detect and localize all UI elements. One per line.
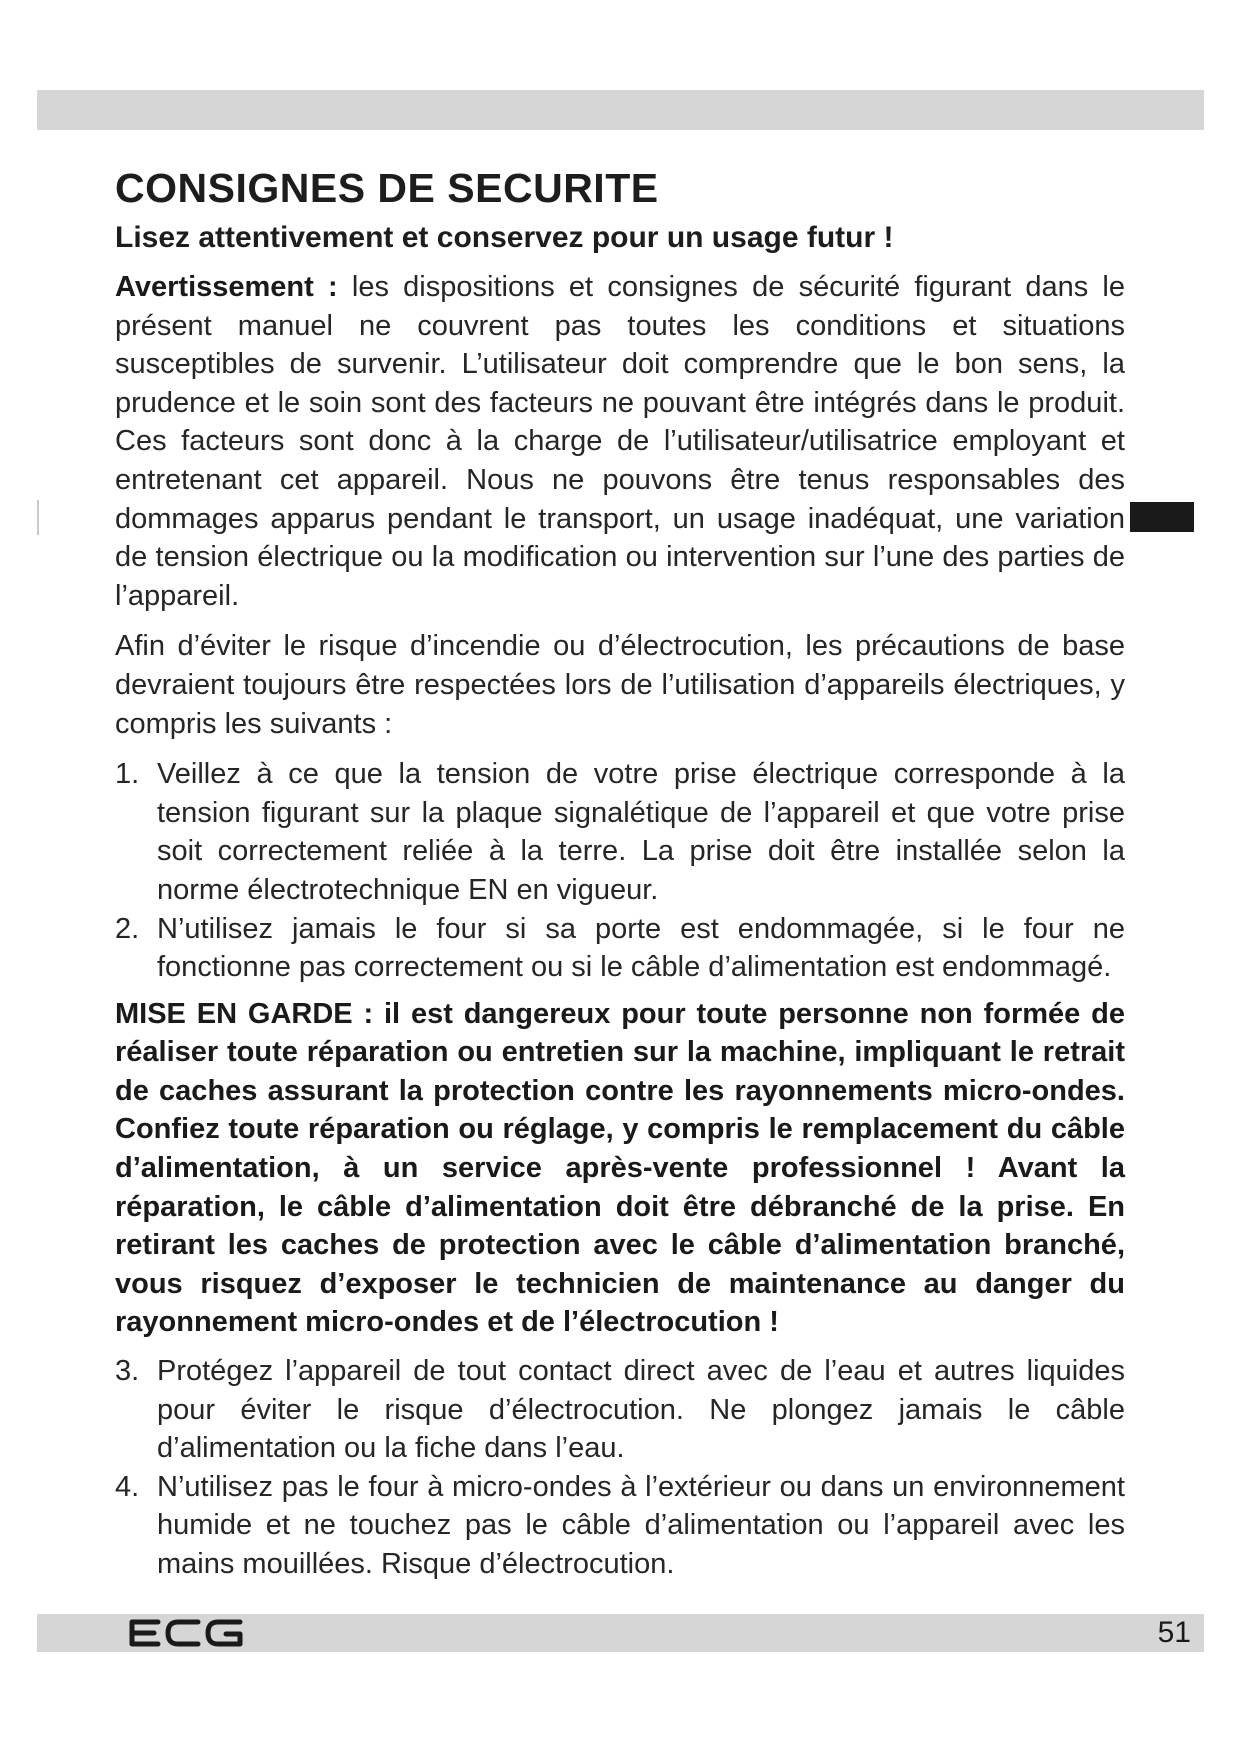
list-item (115, 910, 1125, 987)
section-tab-marker (1130, 502, 1194, 532)
precautions-paragraph: Afin d’éviter le risque d’incendie ou d’électrocution, les précautions de base devraient toujours être respectées lors de l’utilisation d’appareils électriques, y compris les suivants : (115, 630, 1125, 740)
page-number: 51 (1157, 1616, 1191, 1649)
list-item-text: N’utilisez pas le four à micro-ondes à l’extérieur ou dans un environnement humide et ne touchez pas le câble d’alimentation ou l’appareil avec les mains mouillées. Risque d’électrocution. (157, 1470, 1125, 1580)
list-item-text: Veillez à ce que la tension de votre prise électrique corresponde à la tension figurant sur la plaque signalétique de l’appareil et que votre prise soit correctement reliée à la terre. La prise doit être installée selon la norme électrotechnique EN en vigueur. (157, 758, 1125, 906)
safety-list-a (115, 755, 1125, 987)
page-subtitle: Lisez attentivement et conservez pour un usage futur ! (115, 221, 894, 254)
list-item-number: 2. (115, 912, 140, 945)
warning-label: Avertissement : (115, 271, 338, 303)
intro-paragraph (115, 268, 1125, 615)
list-item (115, 1468, 1125, 1584)
page-title: CONSIGNES DE SECURITE (115, 165, 659, 211)
margin-mark (37, 500, 39, 535)
list-item-number: 1. (115, 758, 140, 791)
list-item-number: 3. (115, 1355, 140, 1388)
ecg-logo (128, 1616, 248, 1650)
list-item (115, 1352, 1125, 1468)
header-bar (37, 90, 1204, 130)
intro-text: les dispositions et consignes de sécurité figurant dans le présent manuel ne couvrent pas toutes les conditions et situations susceptibles de survenir. L’utilisateur doit comprendre que le bon sens, la prudence et le soin sont des facteurs ne pouvant être intégrés dans le produit. Ces facteurs sont donc à la charge de l’utilisateur/utilisatrice employant et entretenant cet appareil. Nous ne pouvons être tenus responsables des dommages apparus pendant le transport, un usage inadéquat, une variation de tension électrique ou la modification ou intervention sur l’une des parties de l’appareil. (115, 271, 1125, 612)
caution-paragraph: MISE EN GARDE : il est dangereux pour toute personne non formée de réaliser toute réparation ou entretien sur la machine, impliquant le retrait de caches assurant la protection contre les rayonnements micro-ondes. Confiez toute réparation ou réglage, y compris le remplacement du câble d’alimentation, à un service après-vente professionnel ! Avant la réparation, le câble d’alimentation doit être débranché de la prise. En retirant les caches de protection avec le câble d’alimentation branché, vous risquez d’exposer le technicien de maintenance au danger du rayonnement micro-ondes et de l’électrocution ! (115, 997, 1125, 1339)
list-item-number: 4. (115, 1470, 140, 1503)
list-item-text: N’utilisez jamais le four si sa porte est endommagée, si le four ne fonctionne pas correctement ou si le câble d’alimentation est endommagé. (157, 912, 1125, 984)
list-item-text: Protégez l’appareil de tout contact direct avec de l’eau et autres liquides pour éviter le risque d’électrocution. Ne plongez jamais le câble d’alimentation ou la fiche dans l’eau. (157, 1355, 1125, 1465)
safety-list-b (115, 1352, 1125, 1584)
page-content (115, 160, 1125, 1592)
list-item (115, 755, 1125, 909)
